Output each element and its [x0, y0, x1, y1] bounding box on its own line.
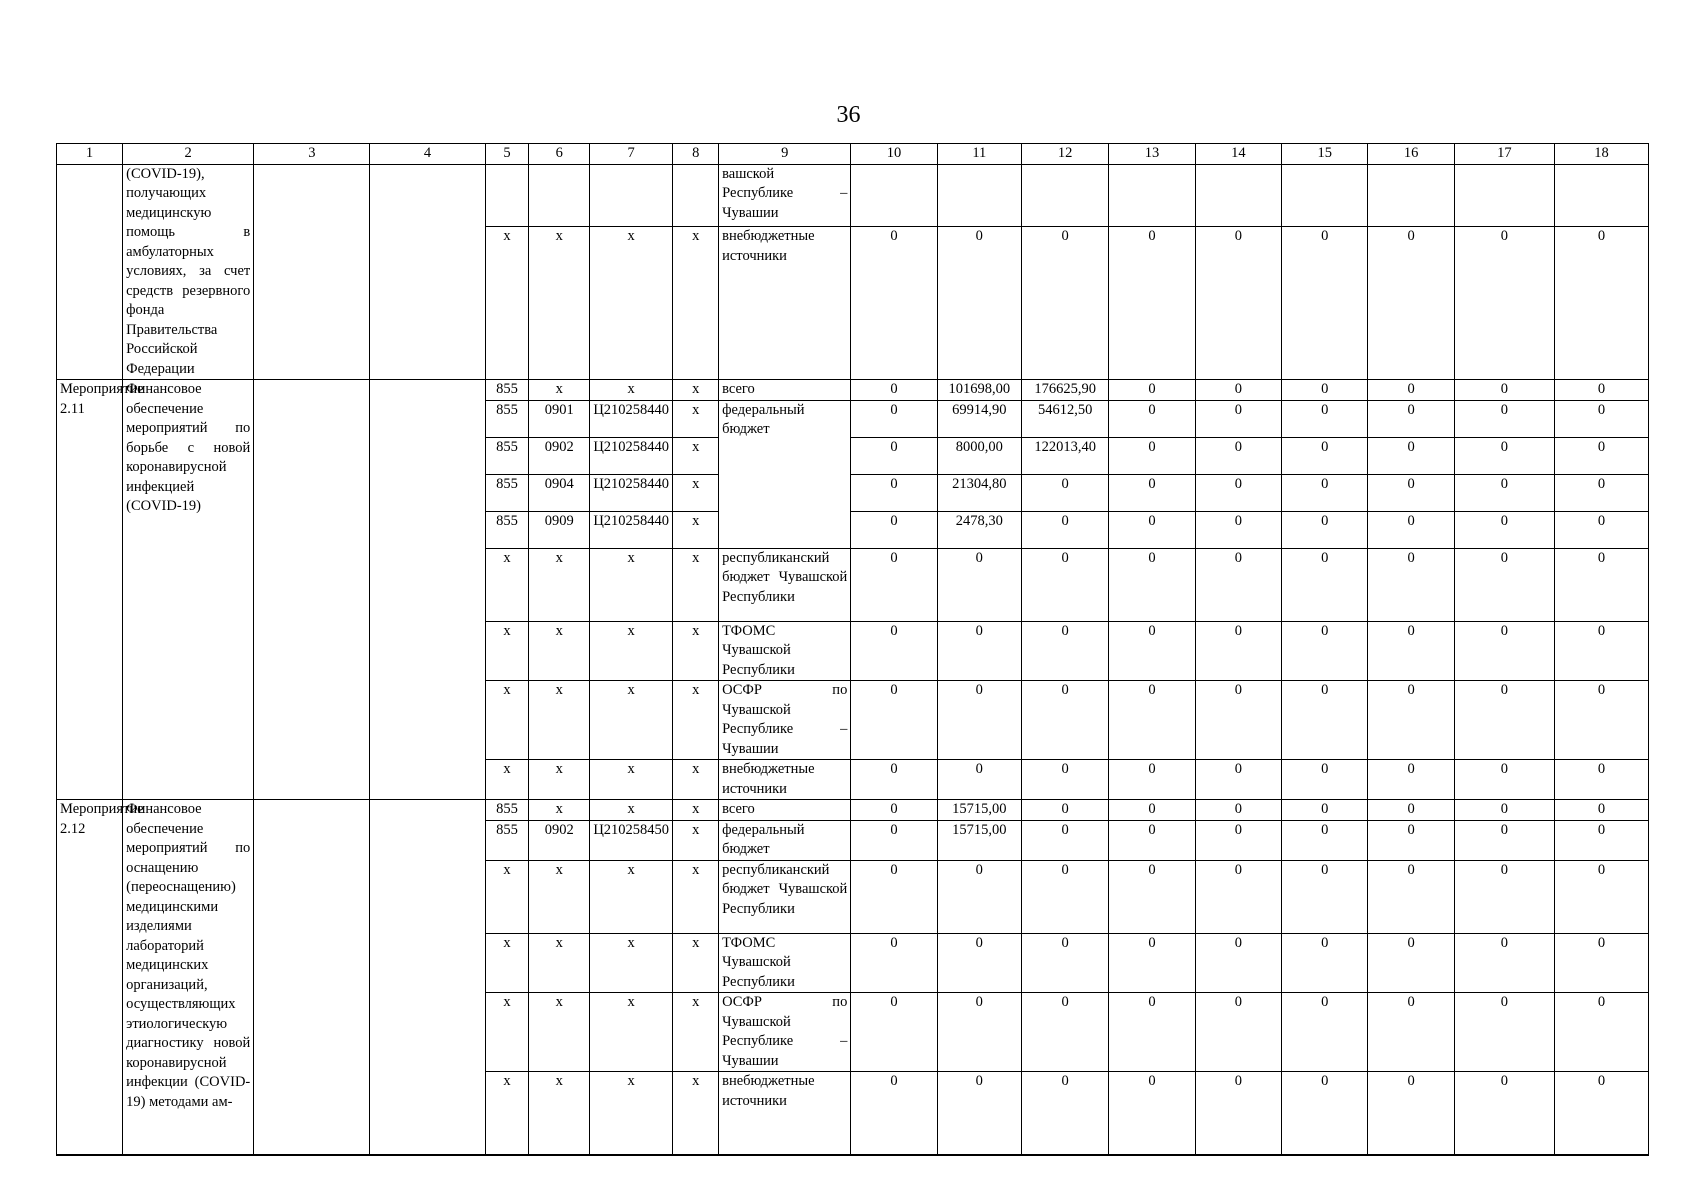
value-cell: 0 — [1454, 933, 1554, 993]
value-cell: 0 — [1021, 760, 1108, 800]
code-cell: Ц210258440 — [590, 511, 673, 548]
code-cell: x — [590, 800, 673, 821]
value-cell: 0 — [1109, 548, 1195, 621]
header-col-10: 10 — [851, 144, 937, 165]
value-cell: 0 — [1555, 227, 1649, 380]
value-cell: 0 — [1454, 760, 1554, 800]
value-cell: 0 — [1109, 800, 1195, 821]
value-cell: 0 — [1282, 800, 1368, 821]
column-number-header-row — [57, 144, 1649, 165]
value-cell — [1021, 164, 1108, 227]
value-cell: 0 — [1555, 860, 1649, 933]
value-cell: 0 — [1282, 548, 1368, 621]
value-cell: 0 — [851, 227, 937, 380]
value-cell: 54612,50 — [1021, 400, 1108, 437]
code-cell: x — [529, 860, 590, 933]
funding-source-cell: ОСФР по Чувашской Республике – Чувашии — [719, 681, 851, 760]
participants-cell — [370, 164, 485, 380]
value-cell: 0 — [851, 800, 937, 821]
value-cell: 0 — [1109, 1072, 1195, 1156]
value-cell: 0 — [1021, 511, 1108, 548]
value-cell: 0 — [1555, 800, 1649, 821]
value-cell: 21304,80 — [937, 474, 1021, 511]
code-cell: 855 — [485, 820, 529, 860]
value-cell — [1282, 164, 1368, 227]
code-cell: x — [590, 1072, 673, 1156]
value-cell: 0 — [1555, 548, 1649, 621]
code-cell: x — [485, 681, 529, 760]
responsible-cell — [254, 380, 370, 800]
code-cell: x — [673, 227, 719, 380]
funding-source-cell: федеральный бюджет — [719, 400, 851, 548]
value-cell: 0 — [1555, 621, 1649, 681]
value-cell: 0 — [1195, 800, 1281, 821]
value-cell: 0 — [1109, 380, 1195, 401]
table-body — [57, 144, 1649, 1156]
code-cell: x — [485, 621, 529, 681]
value-cell: 0 — [1368, 681, 1454, 760]
value-cell: 0 — [937, 621, 1021, 681]
value-cell: 0 — [1282, 860, 1368, 933]
value-cell: 0 — [937, 227, 1021, 380]
header-col-15: 15 — [1282, 144, 1368, 165]
header-col-13: 13 — [1109, 144, 1195, 165]
code-cell: 0902 — [529, 820, 590, 860]
code-cell — [590, 164, 673, 227]
code-cell: x — [529, 1072, 590, 1156]
value-cell: 0 — [1021, 820, 1108, 860]
value-cell: 0 — [1282, 760, 1368, 800]
value-cell: 0 — [1021, 474, 1108, 511]
code-cell — [529, 164, 590, 227]
value-cell: 0 — [1555, 400, 1649, 437]
value-cell: 0 — [1021, 993, 1108, 1072]
value-cell: 0 — [1195, 511, 1281, 548]
header-col-3: 3 — [254, 144, 370, 165]
responsible-cell — [254, 800, 370, 1156]
code-cell: x — [485, 933, 529, 993]
code-cell: x — [673, 681, 719, 760]
funding-source-cell: федеральный бюджет — [719, 820, 851, 860]
funding-source-cell: ТФОМС Чувашской Республики — [719, 621, 851, 681]
header-col-2: 2 — [123, 144, 254, 165]
code-cell: x — [529, 227, 590, 380]
value-cell: 0 — [1368, 380, 1454, 401]
value-cell: 0 — [1368, 760, 1454, 800]
value-cell: 15715,00 — [937, 820, 1021, 860]
value-cell — [1368, 164, 1454, 227]
code-cell: Ц210258440 — [590, 437, 673, 474]
value-cell: 0 — [1195, 437, 1281, 474]
value-cell: 0 — [1021, 548, 1108, 621]
value-cell: 0 — [1555, 760, 1649, 800]
continuation-row — [57, 164, 1649, 227]
value-cell: 0 — [1282, 511, 1368, 548]
budget-table — [56, 143, 1649, 1156]
code-cell: 855 — [485, 800, 529, 821]
code-cell — [673, 164, 719, 227]
header-col-1: 1 — [57, 144, 123, 165]
value-cell: 0 — [937, 681, 1021, 760]
value-cell: 2478,30 — [937, 511, 1021, 548]
code-cell: 855 — [485, 511, 529, 548]
value-cell: 0 — [1555, 681, 1649, 760]
value-cell: 0 — [1454, 820, 1554, 860]
code-cell: x — [673, 760, 719, 800]
value-cell: 0 — [1555, 993, 1649, 1072]
value-cell: 0 — [937, 548, 1021, 621]
value-cell: 0 — [1195, 860, 1281, 933]
value-cell: 0 — [1109, 760, 1195, 800]
code-cell: x — [590, 548, 673, 621]
event-label-cell — [57, 164, 123, 380]
code-cell: x — [590, 760, 673, 800]
value-cell: 0 — [1195, 681, 1281, 760]
value-cell — [1109, 164, 1195, 227]
code-cell: x — [529, 380, 590, 401]
value-cell: 0 — [1195, 400, 1281, 437]
code-cell: Ц210258440 — [590, 474, 673, 511]
code-cell: x — [485, 227, 529, 380]
funding-source-cell: ТФОМС Чувашской Республики — [719, 933, 851, 993]
value-cell: 0 — [1282, 1072, 1368, 1156]
value-cell: 0 — [851, 1072, 937, 1156]
value-cell: 69914,90 — [937, 400, 1021, 437]
code-cell: x — [673, 933, 719, 993]
value-cell: 0 — [1109, 860, 1195, 933]
value-cell: 0 — [1109, 400, 1195, 437]
code-cell: x — [673, 548, 719, 621]
code-cell: x — [673, 860, 719, 933]
value-cell: 0 — [1195, 820, 1281, 860]
value-cell: 0 — [851, 820, 937, 860]
value-cell: 0 — [1195, 548, 1281, 621]
value-cell: 0 — [1195, 760, 1281, 800]
code-cell: x — [673, 800, 719, 821]
value-cell: 0 — [1109, 681, 1195, 760]
value-cell: 0 — [1282, 474, 1368, 511]
code-cell: x — [673, 511, 719, 548]
value-cell: 0 — [851, 860, 937, 933]
value-cell: 0 — [1454, 474, 1554, 511]
funding-source-cell: всего — [719, 380, 851, 401]
value-cell — [1454, 164, 1554, 227]
value-cell: 101698,00 — [937, 380, 1021, 401]
value-cell: 0 — [851, 437, 937, 474]
value-cell: 0 — [1195, 621, 1281, 681]
value-cell: 0 — [1454, 800, 1554, 821]
value-cell: 0 — [1368, 993, 1454, 1072]
value-cell: 0 — [1454, 227, 1554, 380]
code-cell: x — [673, 993, 719, 1072]
code-cell: x — [485, 993, 529, 1072]
code-cell: x — [673, 1072, 719, 1156]
value-cell: 0 — [851, 681, 937, 760]
code-cell: 0904 — [529, 474, 590, 511]
measure-2-12-row — [57, 800, 1649, 821]
funding-source-cell: внебюджетные источники — [719, 1072, 851, 1156]
header-col-8: 8 — [673, 144, 719, 165]
code-cell: x — [529, 800, 590, 821]
value-cell: 0 — [1454, 437, 1554, 474]
value-cell: 0 — [1454, 400, 1554, 437]
header-col-12: 12 — [1021, 144, 1108, 165]
value-cell: 0 — [1282, 933, 1368, 993]
value-cell: 0 — [1282, 820, 1368, 860]
value-cell: 0 — [1021, 681, 1108, 760]
code-cell: 855 — [485, 380, 529, 401]
value-cell: 0 — [851, 474, 937, 511]
value-cell: 0 — [851, 933, 937, 993]
header-col-6: 6 — [529, 144, 590, 165]
code-cell: x — [485, 1072, 529, 1156]
value-cell: 0 — [1454, 993, 1554, 1072]
value-cell: 0 — [1109, 511, 1195, 548]
event-description-cell: Финансовое обеспечение мероприятий по оснащению (переоснащению) медицинскими изделиями лабораторий медицинских организаций, осуществляющих этиологическую диагностику новой коронавирусной инфекции (COVID-19) методами ам- — [123, 800, 254, 1156]
value-cell: 0 — [1021, 1072, 1108, 1156]
header-col-9: 9 — [719, 144, 851, 165]
value-cell: 0 — [1454, 511, 1554, 548]
value-cell: 0 — [1454, 548, 1554, 621]
value-cell: 0 — [1021, 227, 1108, 380]
code-cell: x — [485, 548, 529, 621]
value-cell: 0 — [1195, 227, 1281, 380]
value-cell: 0 — [851, 400, 937, 437]
value-cell: 0 — [851, 548, 937, 621]
value-cell: 0 — [937, 993, 1021, 1072]
value-cell: 0 — [1021, 933, 1108, 993]
header-col-17: 17 — [1454, 144, 1554, 165]
event-label-cell: Мероприятие 2.11 — [57, 380, 123, 800]
value-cell: 0 — [1454, 681, 1554, 760]
code-cell: x — [590, 227, 673, 380]
value-cell: 0 — [1109, 621, 1195, 681]
value-cell: 0 — [1368, 1072, 1454, 1156]
code-cell: x — [529, 681, 590, 760]
code-cell — [485, 164, 529, 227]
code-cell: x — [590, 933, 673, 993]
value-cell: 0 — [1195, 933, 1281, 993]
value-cell: 0 — [1368, 621, 1454, 681]
value-cell: 0 — [1282, 437, 1368, 474]
value-cell: 0 — [1555, 1072, 1649, 1156]
funding-source-cell: всего — [719, 800, 851, 821]
funding-source-cell: республиканский бюджет Чувашской Республики — [719, 860, 851, 933]
header-col-7: 7 — [590, 144, 673, 165]
value-cell: 0 — [1368, 548, 1454, 621]
value-cell: 0 — [851, 511, 937, 548]
value-cell: 0 — [1021, 621, 1108, 681]
event-description-cell: (COVID-19), получающих медицинскую помощь в амбулаторных условиях, за счет средств резервного фонда Правительства Российской Федерации — [123, 164, 254, 380]
value-cell: 0 — [1021, 800, 1108, 821]
funding-source-cell: внебюджетные источники — [719, 760, 851, 800]
code-cell: x — [590, 993, 673, 1072]
value-cell: 0 — [1555, 820, 1649, 860]
code-cell: 855 — [485, 400, 529, 437]
value-cell: 0 — [1368, 511, 1454, 548]
value-cell: 0 — [1282, 621, 1368, 681]
value-cell: 0 — [1282, 400, 1368, 437]
value-cell: 0 — [1368, 400, 1454, 437]
header-col-14: 14 — [1195, 144, 1281, 165]
code-cell: x — [673, 400, 719, 437]
value-cell: 0 — [1109, 993, 1195, 1072]
value-cell: 0 — [1368, 474, 1454, 511]
value-cell: 0 — [1454, 1072, 1554, 1156]
code-cell: 0901 — [529, 400, 590, 437]
value-cell: 0 — [851, 380, 937, 401]
code-cell: x — [590, 860, 673, 933]
value-cell: 0 — [1195, 1072, 1281, 1156]
value-cell: 0 — [1109, 437, 1195, 474]
value-cell: 0 — [1368, 437, 1454, 474]
value-cell: 0 — [1109, 227, 1195, 380]
value-cell: 0 — [1555, 437, 1649, 474]
value-cell — [1195, 164, 1281, 227]
measure-2-11-row — [57, 380, 1649, 401]
header-col-16: 16 — [1368, 144, 1454, 165]
event-description-cell: Финансовое обеспечение мероприятий по борьбе с новой коронавирусной инфекцией (COVID-19) — [123, 380, 254, 800]
event-label-cell: Мероприятие 2.12 — [57, 800, 123, 1156]
code-cell: 0902 — [529, 437, 590, 474]
value-cell: 0 — [1368, 227, 1454, 380]
value-cell: 0 — [1368, 800, 1454, 821]
value-cell: 0 — [1282, 681, 1368, 760]
header-col-11: 11 — [937, 144, 1021, 165]
value-cell: 0 — [1282, 993, 1368, 1072]
value-cell: 0 — [1109, 820, 1195, 860]
code-cell: x — [529, 548, 590, 621]
value-cell: 0 — [1282, 227, 1368, 380]
value-cell: 0 — [1454, 621, 1554, 681]
value-cell: 0 — [1109, 474, 1195, 511]
code-cell: x — [590, 621, 673, 681]
participants-cell — [370, 800, 485, 1156]
participants-cell — [370, 380, 485, 800]
value-cell: 0 — [1555, 474, 1649, 511]
code-cell: x — [529, 993, 590, 1072]
code-cell: x — [673, 380, 719, 401]
code-cell: x — [529, 621, 590, 681]
value-cell: 0 — [937, 933, 1021, 993]
value-cell: 0 — [1282, 380, 1368, 401]
code-cell: x — [590, 681, 673, 760]
value-cell: 122013,40 — [1021, 437, 1108, 474]
code-cell: Ц210258450 — [590, 820, 673, 860]
header-col-5: 5 — [485, 144, 529, 165]
value-cell: 0 — [851, 760, 937, 800]
code-cell: Ц210258440 — [590, 400, 673, 437]
value-cell — [1555, 164, 1649, 227]
value-cell: 0 — [1368, 933, 1454, 993]
value-cell: 0 — [851, 621, 937, 681]
code-cell: 855 — [485, 437, 529, 474]
value-cell: 8000,00 — [937, 437, 1021, 474]
value-cell — [937, 164, 1021, 227]
value-cell: 0 — [1195, 474, 1281, 511]
responsible-cell — [254, 164, 370, 380]
value-cell: 0 — [1021, 860, 1108, 933]
funding-source-cell: ОСФР по Чувашской Республике – Чувашии — [719, 993, 851, 1072]
code-cell: x — [673, 474, 719, 511]
funding-source-cell: внебюджетные источники — [719, 227, 851, 380]
code-cell: x — [673, 621, 719, 681]
value-cell: 0 — [937, 1072, 1021, 1156]
value-cell: 0 — [1368, 820, 1454, 860]
value-cell: 0 — [1195, 993, 1281, 1072]
value-cell: 0 — [1555, 933, 1649, 993]
value-cell: 0 — [1109, 933, 1195, 993]
value-cell: 0 — [937, 760, 1021, 800]
page-number: 36 — [836, 102, 861, 128]
code-cell: x — [485, 760, 529, 800]
value-cell: 0 — [1454, 860, 1554, 933]
code-cell: x — [529, 933, 590, 993]
code-cell: x — [529, 760, 590, 800]
header-col-4: 4 — [370, 144, 485, 165]
value-cell: 176625,90 — [1021, 380, 1108, 401]
value-cell: 0 — [1555, 511, 1649, 548]
value-cell: 0 — [1195, 380, 1281, 401]
code-cell: x — [673, 820, 719, 860]
value-cell: 0 — [1368, 860, 1454, 933]
header-col-18: 18 — [1555, 144, 1649, 165]
value-cell — [851, 164, 937, 227]
code-cell: x — [590, 380, 673, 401]
code-cell: x — [673, 437, 719, 474]
value-cell: 0 — [1555, 380, 1649, 401]
value-cell: 0 — [937, 860, 1021, 933]
value-cell: 0 — [1454, 380, 1554, 401]
funding-source-cell: вашской Республике – Чувашии — [719, 164, 851, 227]
code-cell: 855 — [485, 474, 529, 511]
code-cell: 0909 — [529, 511, 590, 548]
value-cell: 15715,00 — [937, 800, 1021, 821]
value-cell: 0 — [851, 993, 937, 1072]
funding-source-cell: республиканский бюджет Чувашской Республики — [719, 548, 851, 621]
code-cell: x — [485, 860, 529, 933]
